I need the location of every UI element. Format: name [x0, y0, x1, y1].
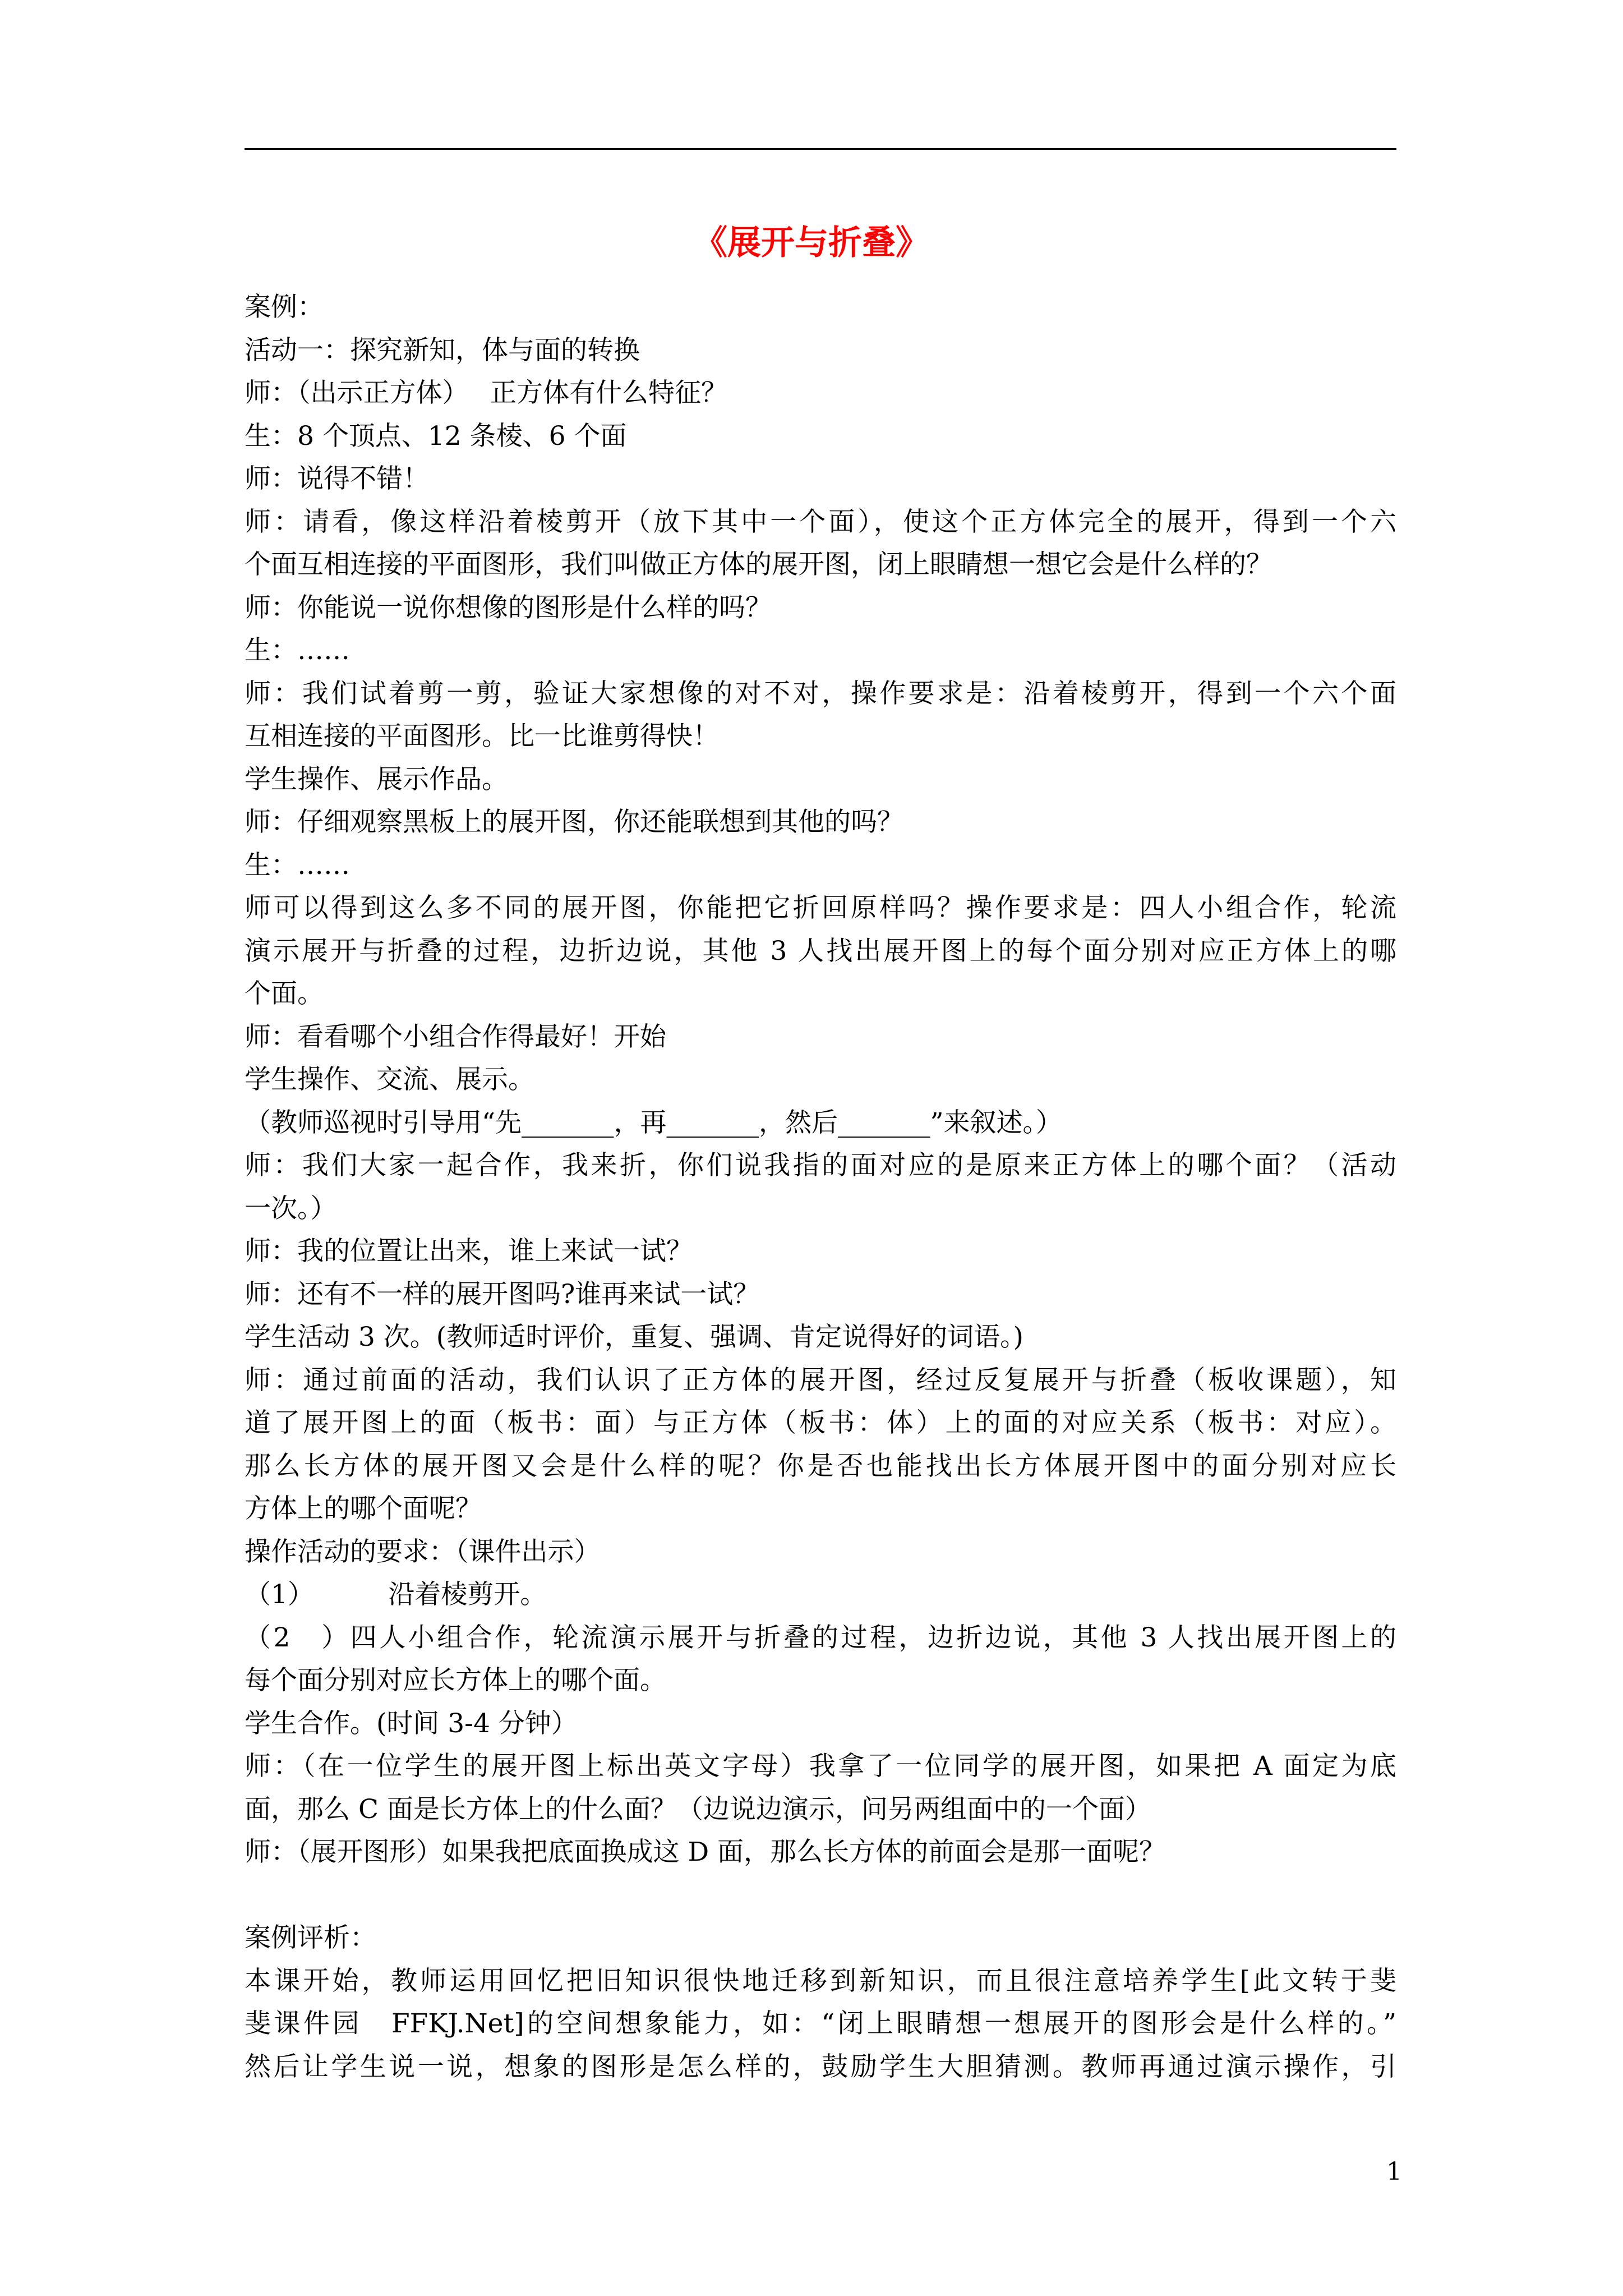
text-line: 学生操作、交流、展示。: [245, 1064, 534, 1095]
text-line: 师：请看，像这样沿着棱剪开（放下其中一个面），使这个正方体完全的展开，得到一个六: [245, 506, 1396, 537]
text-line: 师：我们试着剪一剪，验证大家想像的对不对，操作要求是：沿着棱剪开，得到一个六个面: [245, 678, 1396, 709]
text-line: 学生操作、展示作品。: [245, 763, 508, 795]
text-line: 师：我们大家一起合作，我来折，你们说我指的面对应的是原来正方体上的哪个面？（活动: [245, 1150, 1396, 1181]
text-line: 操作活动的要求：（课件出示）: [245, 1536, 601, 1567]
text-line: 方体上的哪个面呢？: [245, 1493, 482, 1524]
text-line: 师可以得到这么多不同的展开图，你能把它折回原样吗？操作要求是：四人小组合作，轮流: [245, 892, 1396, 923]
text-line: 活动一：探究新知，体与面的转换: [245, 334, 640, 366]
text-line: 案例：: [245, 292, 324, 323]
text-line: （教师巡视时引导用“先_______，再_______，然后_______”来叙述。）: [245, 1107, 1063, 1138]
text-line: 师：通过前面的活动，我们认识了正方体的展开图，经过反复展开与折叠（板收课题），知: [245, 1364, 1396, 1396]
text-line: 道了展开图上的面（板书：面）与正方体（板书：体）上的面的对应关系（板书：对应）。: [245, 1407, 1396, 1438]
text-line: 本课开始，教师运用回忆把旧知识很快地迁移到新知识，而且很注意培养学生[此文转于斐: [245, 1965, 1396, 1996]
document-body: [245, 286, 1396, 2088]
text-line: （2 ）四人小组合作，轮流演示展开与折叠的过程，边折边说，其他 3 人找出展开图上的: [245, 1622, 1396, 1653]
text-line: 一次。）: [245, 1193, 337, 1224]
text-line: 互相连接的平面图形。比一比谁剪得快！: [245, 721, 719, 752]
text-line: 师：我的位置让出来，谁上来试一试？: [245, 1236, 693, 1267]
text-line: 师：说得不错！: [245, 463, 429, 494]
text-line: 演示展开与折叠的过程，边折边说，其他 3 人找出展开图上的每个面分别对应正方体上的哪: [245, 935, 1396, 967]
text-line: 师：你能说一说你想像的图形是什么样的吗？: [245, 592, 772, 623]
text-line: 师：（展开图形）如果我把底面换成这 D 面，那么长方体的前面会是那一面呢？: [245, 1837, 1166, 1867]
text-line: 生：……: [245, 635, 350, 666]
text-line: （1） 沿着棱剪开。: [245, 1579, 547, 1610]
page-number: 1: [1386, 2157, 1402, 2186]
text-line: 面，那么 C 面是长方体上的什么面？（边说边演示，问另两组面中的一个面）: [245, 1793, 1151, 1825]
text-line: 师：（出示正方体） 正方体有什么特征？: [245, 378, 727, 408]
text-line: 师：仔细观察黑板上的展开图，你还能联想到其他的吗？: [245, 807, 903, 838]
text-line: 那么长方体的展开图又会是什么样的呢？你是否也能找出长方体展开图中的面分别对应长: [245, 1450, 1396, 1481]
text-line: 个面互相连接的平面图形，我们叫做正方体的展开图，闭上眼睛想一想它会是什么样的？: [245, 549, 1272, 580]
header-rule: [245, 148, 1396, 150]
text-line: 师：看看哪个小组合作得最好！开始: [245, 1021, 666, 1052]
text-line: 然后让学生说一说，想象的图形是怎么样的，鼓励学生大胆猜测。教师再通过演示操作，引: [245, 2051, 1396, 2082]
text-line: 生：8 个顶点、12 条棱、6 个面: [245, 420, 627, 452]
text-line: 案例评析：: [245, 1922, 376, 1953]
blank-line: [245, 1874, 1396, 1917]
text-line: 学生活动 3 次。(教师适时评价，重复、强调、肯定说得好的词语。): [245, 1322, 1023, 1352]
text-line: 学生合作。(时间 3-4 分钟）: [245, 1708, 578, 1739]
document-title: 《展开与折叠》: [694, 223, 929, 263]
text-line: 师：（在一位学生的展开图上标出英文字母）我拿了一位同学的展开图，如果把 A 面定为底: [245, 1751, 1396, 1782]
text-line: 斐课件园 FFKJ.Net]的空间想象能力，如：“闭上眼睛想一想展开的图形会是什么样的。”: [245, 2008, 1396, 2039]
text-line: 师：还有不一样的展开图吗?谁再来试一试？: [245, 1278, 760, 1310]
text-line: 个面。: [245, 978, 324, 1009]
text-line: 每个面分别对应长方体上的哪个面。: [245, 1665, 666, 1696]
text-line: 生：……: [245, 849, 350, 881]
